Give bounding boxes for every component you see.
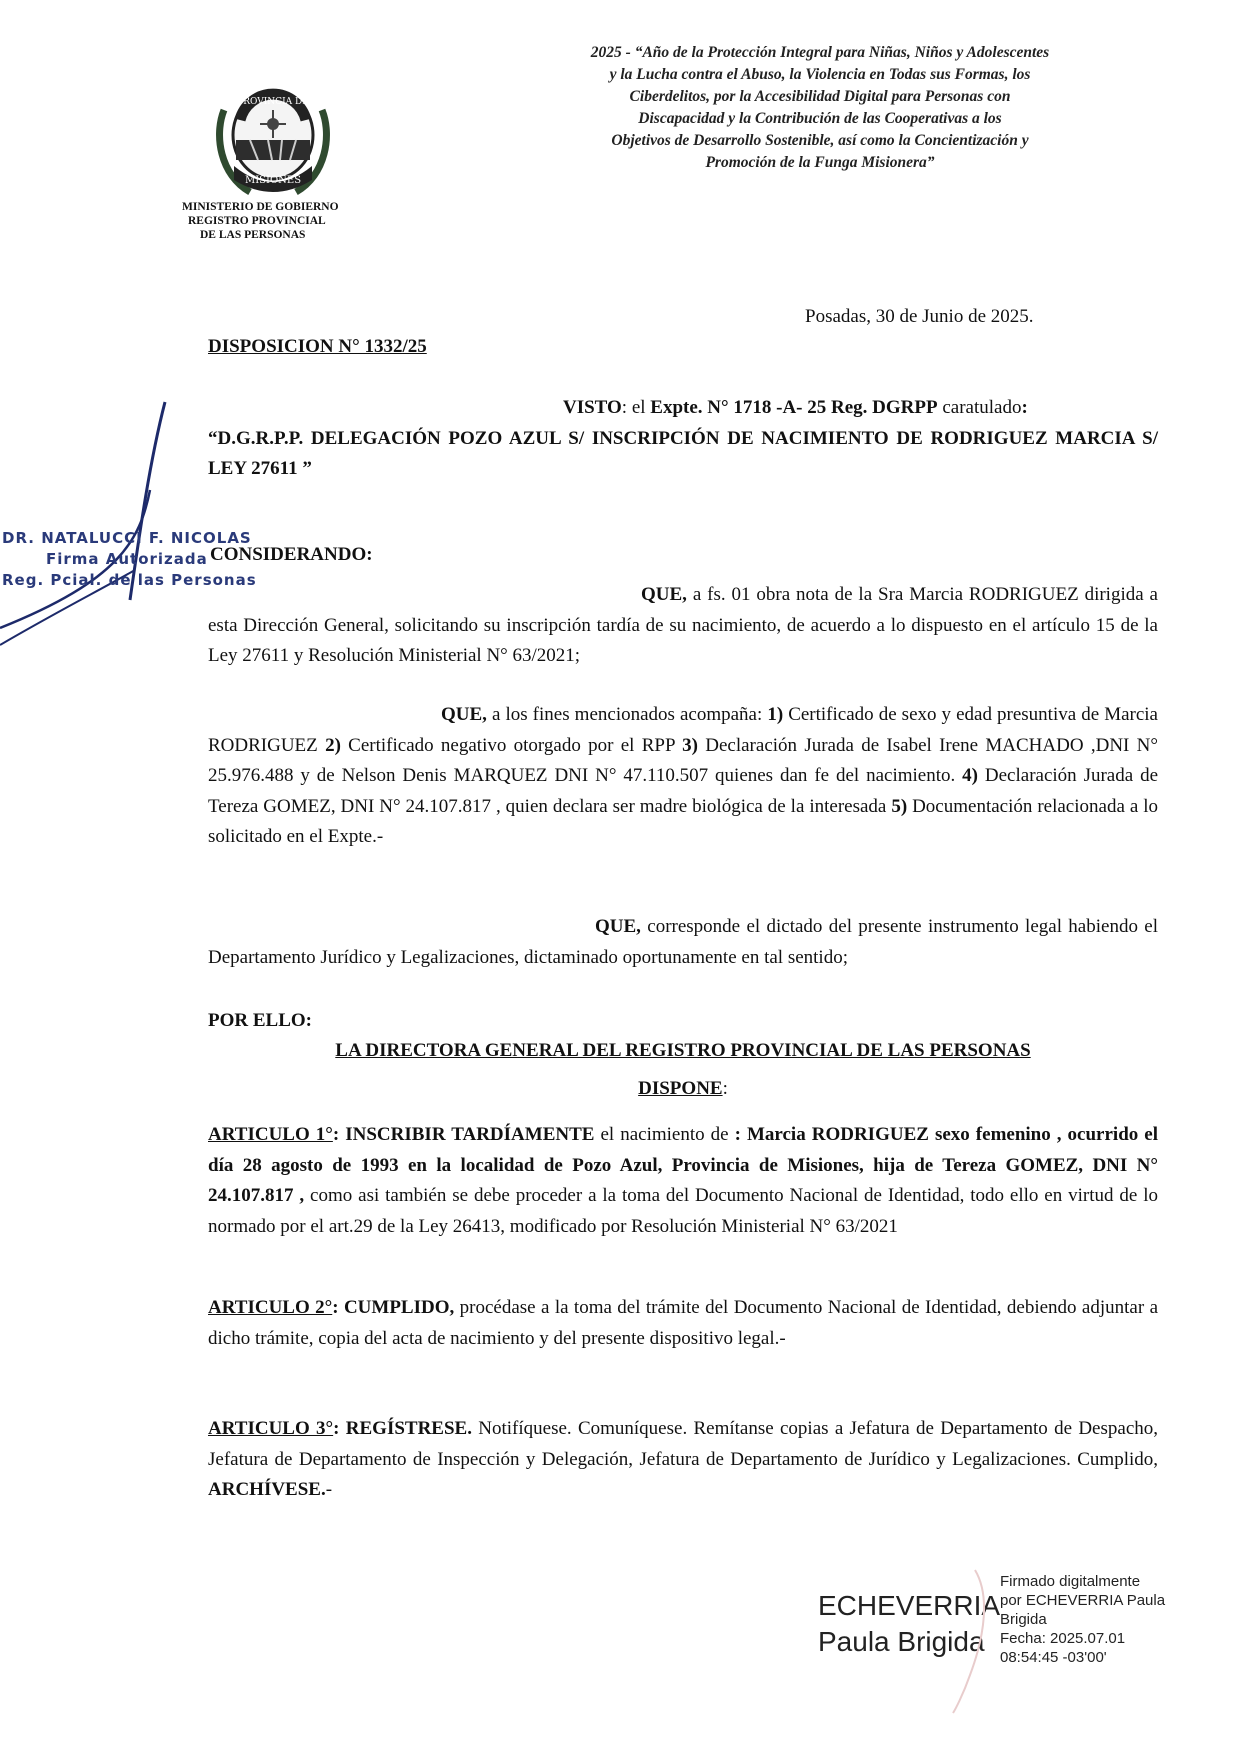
que-label: QUE, (595, 916, 641, 937)
visto-text: caratulado (937, 397, 1022, 418)
ministry-line: MINISTERIO DE GOBIERNO (182, 201, 339, 213)
motto-line: y la Lucha contra el Abuso, la Violencia en Todas sus Formas, los (609, 66, 1031, 83)
que-label: QUE, (441, 704, 487, 725)
header-motto (500, 42, 1140, 174)
article-bold: INSCRIBIR TARDÍAMENTE (345, 1124, 595, 1145)
que-text: a los fines mencionados acompaña: (486, 704, 768, 725)
item-number: 3) (682, 734, 698, 756)
signature-detail-line: Brigida (1000, 1611, 1047, 1628)
stamp-line: Reg. Pcial. de las Personas (2, 571, 257, 589)
item-number: 5) (891, 795, 908, 817)
que-text: a fs. 01 obra nota de la Sra Marcia RODRIGUEZ dirigida a esta Dirección General, solicitando su inscripción tardía de su nacimiento, de acuerdo a lo dispuesto en el artículo 15 de la Ley 27611 y Resolución Ministerial N° 63/2021; (208, 584, 1158, 666)
considerando-heading: CONSIDERANDO: (210, 544, 373, 565)
que-paragraph-1 (208, 580, 1158, 672)
item-number: 2) (325, 734, 341, 756)
crest-top-text: PROVINCIA DE (237, 97, 309, 107)
place-date: Posadas, 30 de Junio de 2025. (805, 306, 1034, 327)
item-number: 1) (767, 704, 784, 725)
motto-line: Objetivos de Desarrollo Sostenible, así como la Concientización y (611, 132, 1029, 149)
article-colon: : (333, 1418, 346, 1439)
ministry-line: DE LAS PERSONAS (200, 229, 306, 241)
authorization-stamp (2, 528, 257, 591)
que-paragraph-3 (208, 912, 1158, 973)
article-3 (208, 1414, 1158, 1506)
visto-label: VISTO (563, 397, 622, 418)
article-2 (208, 1293, 1158, 1354)
article-bold: : Marcia RODRIGUEZ sexo femenino , ocurrido el día 28 agosto de 1993 en la localidad de Pozo Azul, Provincia de Misiones, hija de Tereza GOMEZ, DNI N° 24.107.817 , (208, 1124, 1158, 1206)
dispone-colon: : (722, 1078, 728, 1099)
signer-name-line1: ECHEVERRIA (818, 1590, 1001, 1621)
signer-name-line2: Paula Brigida (818, 1626, 985, 1657)
disposition-number: DISPOSICION N° 1332/25 (208, 336, 427, 357)
article-label: ARTICULO 3° (208, 1418, 334, 1439)
que-text: Declaración Jurada de Tereza GOMEZ, DNI N° 24.107.817 , quien declara ser madre biológica de la interesada (208, 765, 1158, 817)
item-number: 4) (962, 765, 978, 786)
motto-line: 2025 - “Año de la Protección Integral para Niñas, Niños y Adolescentes (590, 44, 1050, 61)
ministry-block (182, 200, 339, 242)
visto-colon: : (1021, 397, 1028, 418)
que-text: Certificado de sexo y edad presuntiva de Marcia RODRIGUEZ (208, 704, 1158, 756)
dispone-label: DISPONE (638, 1078, 723, 1099)
article-text: el nacimiento de (594, 1124, 735, 1145)
visto-text: : el (621, 397, 651, 418)
article-text: como asi también se debe proceder a la toma del Documento Nacional de Identidad, todo ello en virtud de lo normado por el art.29 de la Ley 26413, modificado por Resolución Ministerial N° 63/2021 (208, 1185, 1158, 1237)
crest-bottom-text: MISIONES (244, 175, 302, 186)
article-1 (208, 1120, 1158, 1242)
authority-heading: LA DIRECTORA GENERAL DEL REGISTRO PROVINCIAL DE LAS PERSONAS (335, 1040, 1031, 1061)
article-bold: REGÍSTRESE. (345, 1418, 472, 1439)
por-ello-heading: POR ELLO: (208, 1010, 312, 1031)
visto-expte: Expte. N° 1718 -A- 25 Reg. DGRPP (650, 397, 938, 418)
digital-signature-details (1000, 1572, 1165, 1667)
ministry-line: REGISTRO PROVINCIAL (188, 215, 326, 227)
que-text: Declaración Jurada de Isabel Irene MACHADO ,DNI N° 25.976.488 y de Nelson Denis MARQUEZ DNI N° 47.110.507 quienes dan fe del nacimiento. (208, 734, 1158, 786)
article-bold: CUMPLIDO, (343, 1297, 455, 1318)
que-paragraph-2 (208, 700, 1158, 853)
signature-detail-line: por ECHEVERRIA Paula (1000, 1592, 1166, 1609)
que-text: Certificado negativo otorgado por el RPP (340, 734, 683, 756)
article-colon: : (332, 1124, 346, 1145)
article-text: - (325, 1479, 333, 1500)
que-text: corresponde el dictado del presente instrumento legal habiendo el Departamento Jurídico y Legalizaciones, dictaminado oportunamente en tal sentido; (208, 916, 1158, 968)
signature-detail-line: 08:54:45 -03'00' (1000, 1649, 1107, 1666)
signature-detail-line: Fecha: 2025.07.01 (1000, 1630, 1126, 1647)
article-colon: : (332, 1297, 344, 1318)
stamp-line: Firma Autorizada (46, 550, 208, 568)
que-label: QUE, (641, 584, 687, 605)
article-text: Notifíquese. Comuníquese. Remítanse copias a Jefatura de Departamento de Despacho, Jefatura de Departamento de Inspección y Delegación, Jefatura de Departamento de Jurídico y Legalizaciones. Cumplido, (208, 1418, 1158, 1470)
province-crest-icon (210, 80, 336, 200)
article-text: procédase a la toma del trámite del Documento Nacional de Identidad, debiendo adjuntar a dicho trámite, copia del acta de nacimiento y del presente dispositivo legal.- (208, 1297, 1159, 1349)
signature-mark-icon (935, 1565, 1005, 1715)
que-text: Documentación relacionada a lo solicitado en el Expte.- (208, 795, 1158, 847)
stamp-line: DR. NATALUCCI F. NICOLAS (2, 529, 252, 547)
article-label: ARTICULO 1° (208, 1124, 333, 1145)
motto-line: Discapacidad y la Contribución de las Cooperativas a los (638, 110, 1002, 127)
article-label: ARTICULO 2° (208, 1297, 333, 1318)
motto-line: Ciberdelitos, por la Accesibilidad Digital para Personas con (629, 88, 1011, 105)
handwritten-signature-icon (0, 400, 300, 650)
article-bold: ARCHÍVESE. (208, 1479, 326, 1500)
signature-detail-line: Firmado digitalmente (1000, 1573, 1141, 1590)
visto-caption: “D.G.R.P.P. DELEGACIÓN POZO AZUL S/ INSCRIPCIÓN DE NACIMIENTO DE RODRIGUEZ MARCIA S/ LEY 27611 ” (208, 427, 1158, 479)
visto-paragraph (208, 393, 1158, 485)
motto-line: Promoción de la Funga Misionera” (705, 154, 935, 171)
dispone-heading (208, 1074, 1158, 1105)
